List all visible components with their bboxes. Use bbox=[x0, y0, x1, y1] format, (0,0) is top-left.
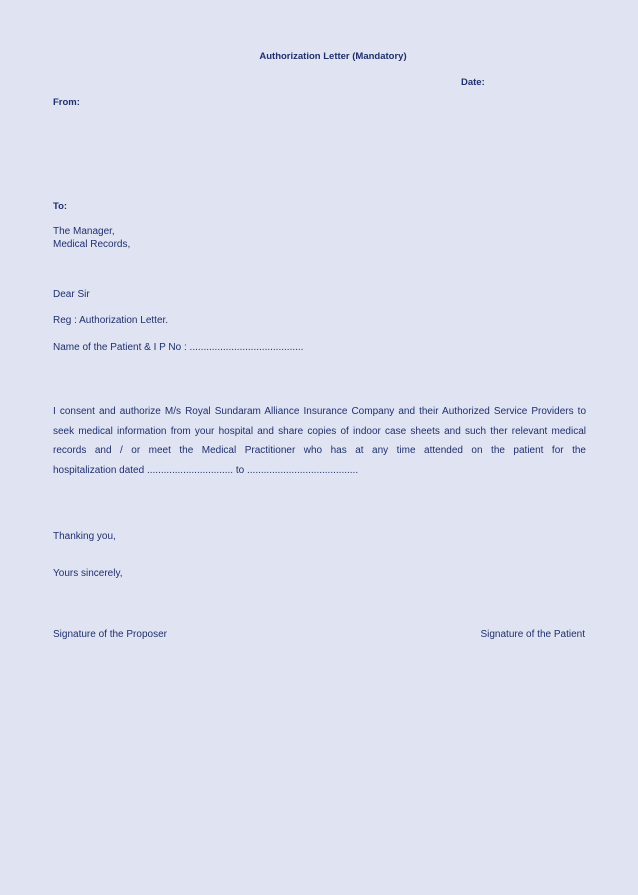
recipient-line-1: The Manager, bbox=[53, 226, 115, 237]
consent-line: hospitalization dated ............................... to ........................................ bbox=[53, 464, 359, 476]
to-label: To: bbox=[53, 201, 68, 212]
reference-line: Reg : Authorization Letter. bbox=[53, 315, 169, 326]
closing-sincerely: Yours sincerely, bbox=[53, 568, 123, 579]
closing-thanks: Thanking you, bbox=[53, 531, 116, 542]
consent-paragraph bbox=[53, 402, 586, 480]
recipient-line-2: Medical Records, bbox=[53, 239, 131, 250]
signature-patient: Signature of the Patient bbox=[480, 629, 585, 640]
salutation: Dear Sir bbox=[53, 289, 90, 300]
letter-title: Authorization Letter (Mandatory) bbox=[259, 51, 407, 62]
consent-line: seek medical information from your hospital and share copies of indoor case sheets and such ther relevant medical bbox=[53, 425, 586, 437]
patient-name-line: Name of the Patient & I P No : ......................................... bbox=[53, 342, 304, 353]
date-label: Date: bbox=[461, 77, 485, 88]
signature-proposer: Signature of the Proposer bbox=[53, 629, 167, 640]
from-label: From: bbox=[53, 97, 80, 108]
consent-line: records and / or meet the Medical Practitioner who has at any time attended on the patient for the bbox=[53, 445, 586, 456]
consent-line: I consent and authorize M/s Royal Sundaram Alliance Insurance Company and their Authorized Service Providers to bbox=[53, 406, 586, 417]
